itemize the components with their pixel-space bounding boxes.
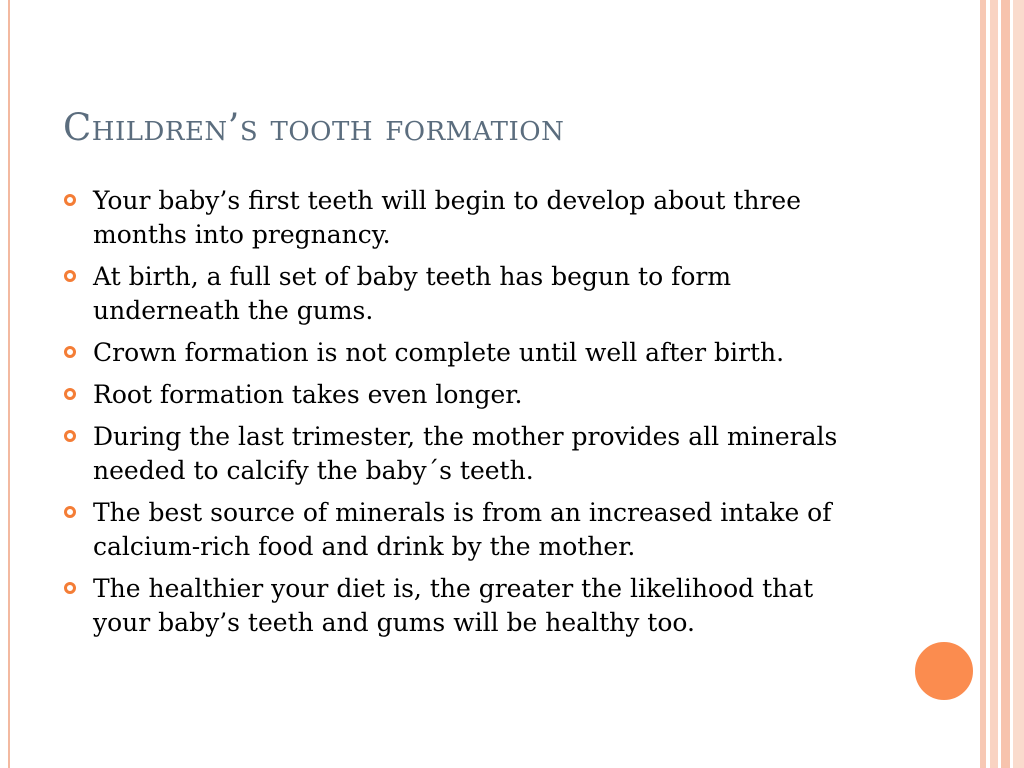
hollow-circle-bullet-icon bbox=[64, 430, 76, 442]
list-item bbox=[63, 420, 863, 488]
right-decorative-stripe bbox=[1013, 0, 1024, 768]
hollow-circle-bullet-icon bbox=[64, 388, 76, 400]
hollow-circle-bullet-icon bbox=[64, 270, 76, 282]
bullet-text: During the last trimester, the mother provides all minerals needed to calcify the baby´s teeth. bbox=[93, 422, 838, 485]
bullet-text: Root formation takes even longer. bbox=[93, 380, 523, 409]
list-item bbox=[63, 496, 863, 564]
list-item bbox=[63, 336, 863, 370]
hollow-circle-bullet-icon bbox=[64, 582, 76, 594]
hollow-circle-bullet-icon bbox=[64, 506, 76, 518]
bullet-list bbox=[63, 184, 863, 648]
list-item bbox=[63, 378, 863, 412]
bullet-text: Your baby’s first teeth will begin to develop about three months into pregnancy. bbox=[93, 186, 801, 249]
orange-circle-icon bbox=[913, 640, 975, 702]
bullet-text: The healthier your diet is, the greater the likelihood that your baby’s teeth and gums will be healthy too. bbox=[93, 574, 814, 637]
list-item bbox=[63, 260, 863, 328]
bullet-text: At birth, a full set of baby teeth has begun to form underneath the gums. bbox=[93, 262, 732, 325]
list-item bbox=[63, 184, 863, 252]
bullet-text: The best source of minerals is from an increased intake of calcium-rich food and drink by the mother. bbox=[93, 498, 832, 561]
slide-title: Children’s tooth formation bbox=[63, 106, 565, 149]
left-border-line bbox=[8, 0, 10, 768]
list-item bbox=[63, 572, 863, 640]
hollow-circle-bullet-icon bbox=[64, 346, 76, 358]
right-decorative-stripe bbox=[990, 0, 998, 768]
right-decorative-stripe bbox=[1001, 0, 1010, 768]
hollow-circle-bullet-icon bbox=[64, 194, 76, 206]
bullet-text: Crown formation is not complete until well after birth. bbox=[93, 338, 785, 367]
